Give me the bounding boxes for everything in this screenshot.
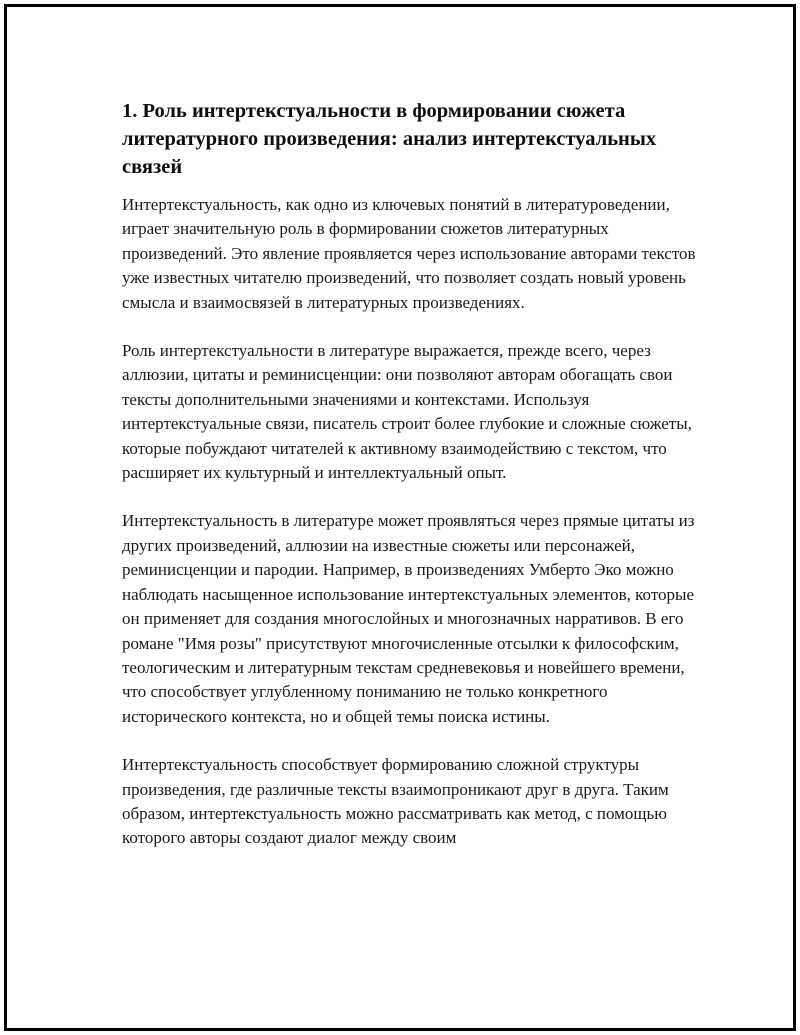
document-body xyxy=(122,97,702,875)
paragraph-3: Интертекстуальность в литературе может проявляться через прямые цитаты из других произведений, аллюзии на известные сюжеты или персонажей, реминисценции и пародии. Например, в произведениях Умберто Эко можно наблюдать насыщенное использование интертекстуальных элементов, которые он применяет для создания многослойных и многозначных нарративов. В его романе "Имя розы" присутствуют многочисленные отсылки к философским, теологическим и литературным текстам средневековья и новейшего времени, что способствует углубленному пониманию не только конкретного исторического контекста, но и общей темы поиска истины. xyxy=(122,511,695,726)
paragraph-4: Интертекстуальность способствует формированию сложной структуры произведения, где различные тексты взаимопроникают друг в друга. Таким образом, интертекстуальность можно рассматривать как метод, с помощью которого авторы создают диалог между своим xyxy=(122,755,669,848)
paragraph-1: Интертекстуальность, как одно из ключевых понятий в литературоведении, играет значительную роль в формировании сюжетов литературных произведений. Это явление проявляется через использование авторами текстов уже известных читателю произведений, что позволяет создать новый уровень смысла и взаимосвязей в литературных произведениях. xyxy=(122,195,696,312)
section-heading: 1. Роль интертекстуальности в формировании сюжета литературного произведения: анализ интертекстуальных связей xyxy=(122,100,657,178)
paragraph-2: Роль интертекстуальности в литературе выражается, прежде всего, через аллюзии, цитаты и реминисценции: они позволяют авторам обогащать свои тексты дополнительными значениями и контекстами. Используя интертекстуальные связи, писатель строит более глубокие и сложные сюжеты, которые побуждают читателей к активному взаимодействию с текстом, что расширяет их культурный и интеллектуальный опыт. xyxy=(122,341,692,483)
page-frame xyxy=(4,4,796,1031)
